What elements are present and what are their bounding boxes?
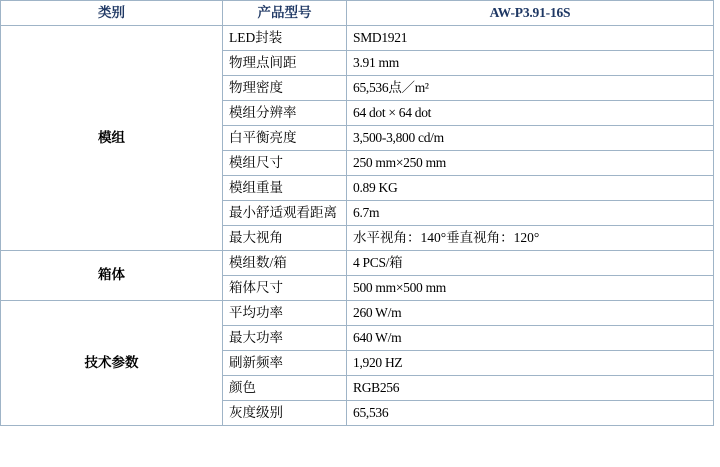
prop-value: 1,920 HZ [347,351,714,376]
prop-value: 3,500-3,800 cd/m [347,126,714,151]
prop-label: LED封装 [223,26,347,51]
prop-value: 3.91 mm [347,51,714,76]
prop-label: 模组分辨率 [223,101,347,126]
prop-label: 灰度级别 [223,401,347,426]
prop-label: 平均功率 [223,301,347,326]
table-header-row [1,1,714,26]
table-body [1,26,714,426]
header-model-value: AW-P3.91-16S [347,1,714,26]
group-label-cabinet: 箱体 [1,251,223,301]
header-category: 类别 [1,1,223,26]
prop-value: 500 mm×500 mm [347,276,714,301]
prop-value: 64 dot × 64 dot [347,101,714,126]
header-product-model: 产品型号 [223,1,347,26]
prop-label: 物理密度 [223,76,347,101]
prop-value: 250 mm×250 mm [347,151,714,176]
table-row [1,301,714,326]
table-row [1,251,714,276]
group-label-module: 模组 [1,26,223,251]
prop-value: 6.7m [347,201,714,226]
prop-value: SMD1921 [347,26,714,51]
prop-value: 260 W/m [347,301,714,326]
prop-label: 最大功率 [223,326,347,351]
table-row [1,26,714,51]
prop-label: 模组尺寸 [223,151,347,176]
prop-label: 箱体尺寸 [223,276,347,301]
prop-value: 65,536点／m² [347,76,714,101]
prop-label: 模组重量 [223,176,347,201]
prop-value: 640 W/m [347,326,714,351]
group-label-tech-params: 技术参数 [1,301,223,426]
table-header [1,1,714,26]
prop-value: 水平视角：140°垂直视角：120° [347,226,714,251]
prop-label: 最小舒适观看距离 [223,201,347,226]
prop-label: 最大视角 [223,226,347,251]
prop-label: 白平衡亮度 [223,126,347,151]
prop-value: 65,536 [347,401,714,426]
prop-value: RGB256 [347,376,714,401]
prop-value: 0.89 KG [347,176,714,201]
prop-label: 模组数/箱 [223,251,347,276]
prop-label: 物理点间距 [223,51,347,76]
prop-label: 颜色 [223,376,347,401]
prop-value: 4 PCS/箱 [347,251,714,276]
prop-label: 刷新频率 [223,351,347,376]
